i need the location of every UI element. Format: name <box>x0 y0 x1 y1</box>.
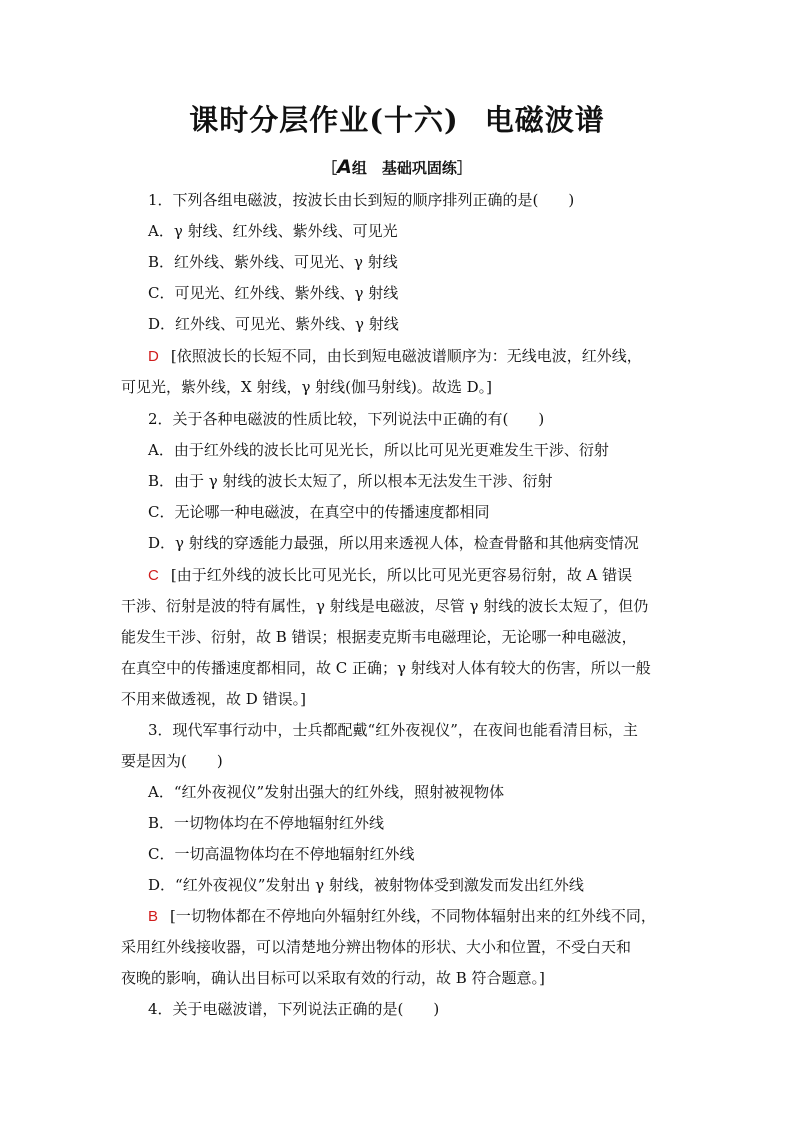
q2-stem: 2．关于各种电磁波的性质比较，下列说法中正确的有( ) <box>148 410 545 428</box>
q3-option-d: D．“红外夜视仪”发射出 γ 射线，被射物体受到激发而发出红外线 <box>148 876 584 894</box>
q1-option-d: D．红外线、可见光、紫外线、γ 射线 <box>148 315 399 333</box>
q1-option-a: A．γ 射线、红外线、紫外线、可见光 <box>148 222 398 240</box>
q3-explain-2: 采用红外线接收器，可以清楚地分辨出物体的形状、大小和位置，不受白天和 <box>121 938 632 956</box>
q2-option-b: B．由于 γ 射线的波长太短了，所以根本无法发生干涉、衍射 <box>148 472 553 490</box>
q3-option-a: A．“红外夜视仪”发射出强大的红外线，照射被视物体 <box>148 783 505 801</box>
q2-explain-2: 干涉、衍射是波的特有属性，γ 射线是电磁波，尽管 γ 射线的波长太短了，但仍 <box>121 597 649 615</box>
q2-explain-3: 能发生干涉、衍射，故 B 错误；根据麦克斯韦电磁理论，无论哪一种电磁波， <box>121 628 637 646</box>
q3-explain-3: 夜晚的影响，确认出目标可以采取有效的行动，故 B 符合题意。] <box>121 969 545 987</box>
q3-explain-1: [一切物体都在不停地向外辐射红外线，不同物体辐射出来的红外线不同， <box>170 907 656 925</box>
q1-answer-line <box>148 346 708 367</box>
q3-stem-2: 要是因为( ) <box>121 752 223 770</box>
q2-explain-4: 在真空中的传播速度都相同，故 C 正确；γ 射线对人体有较大的伤害，所以一般 <box>121 659 651 677</box>
q3-answer-line <box>148 906 708 927</box>
q1-option-c: C．可见光、红外线、紫外线、γ 射线 <box>148 284 399 302</box>
q1-explain-1: [依照波长的长短不同，由长到短电磁波谱顺序为：无线电波，红外线， <box>170 347 642 365</box>
group-badge: A <box>337 156 352 178</box>
q3-stem-1: 3．现代军事行动中，士兵都配戴“红外夜视仪”，在夜间也能看清目标，主 <box>148 721 638 739</box>
q1-answer: D <box>148 348 159 365</box>
q2-option-d: D．γ 射线的穿透能力最强，所以用来透视人体，检查骨骼和其他病变情况 <box>148 534 639 552</box>
bracket-open: ［ <box>322 159 338 177</box>
q1-stem: 1．下列各组电磁波，按波长由长到短的顺序排列正确的是( ) <box>148 191 575 209</box>
section-heading <box>0 156 794 178</box>
q4-stem: 4．关于电磁波谱，下列说法正确的是( ) <box>148 1000 440 1018</box>
q1-option-b: B．红外线、紫外线、可见光、γ 射线 <box>148 253 398 271</box>
q1-explain-2: 可见光，紫外线，X 射线，γ 射线(伽马射线)。故选 D。] <box>121 378 493 396</box>
q2-explain-5: 不用来做透视，故 D 错误。] <box>121 690 306 708</box>
q3-option-b: B．一切物体均在不停地辐射红外线 <box>148 814 385 832</box>
q2-option-a: A．由于红外线的波长比可见光长，所以比可见光更难发生干涉、衍射 <box>148 441 609 459</box>
section-label: 组 基础巩固练 <box>351 159 457 177</box>
q2-option-c: C．无论哪一种电磁波，在真空中的传播速度都相同 <box>148 503 490 521</box>
q3-answer: B <box>148 908 159 925</box>
bracket-close: ］ <box>456 159 472 177</box>
page-title <box>0 98 794 139</box>
q2-answer-line <box>148 565 708 586</box>
q2-explain-1: [由于红外线的波长比可见光长，所以比可见光更容易衍射，故 A 错误 <box>170 566 633 584</box>
q2-answer: C <box>148 567 159 584</box>
title-sub: 电磁波谱 <box>484 103 605 137</box>
q3-option-c: C．一切高温物体均在不停地辐射红外线 <box>148 845 415 863</box>
title-main: 课时分层作业(十六) <box>189 103 459 137</box>
